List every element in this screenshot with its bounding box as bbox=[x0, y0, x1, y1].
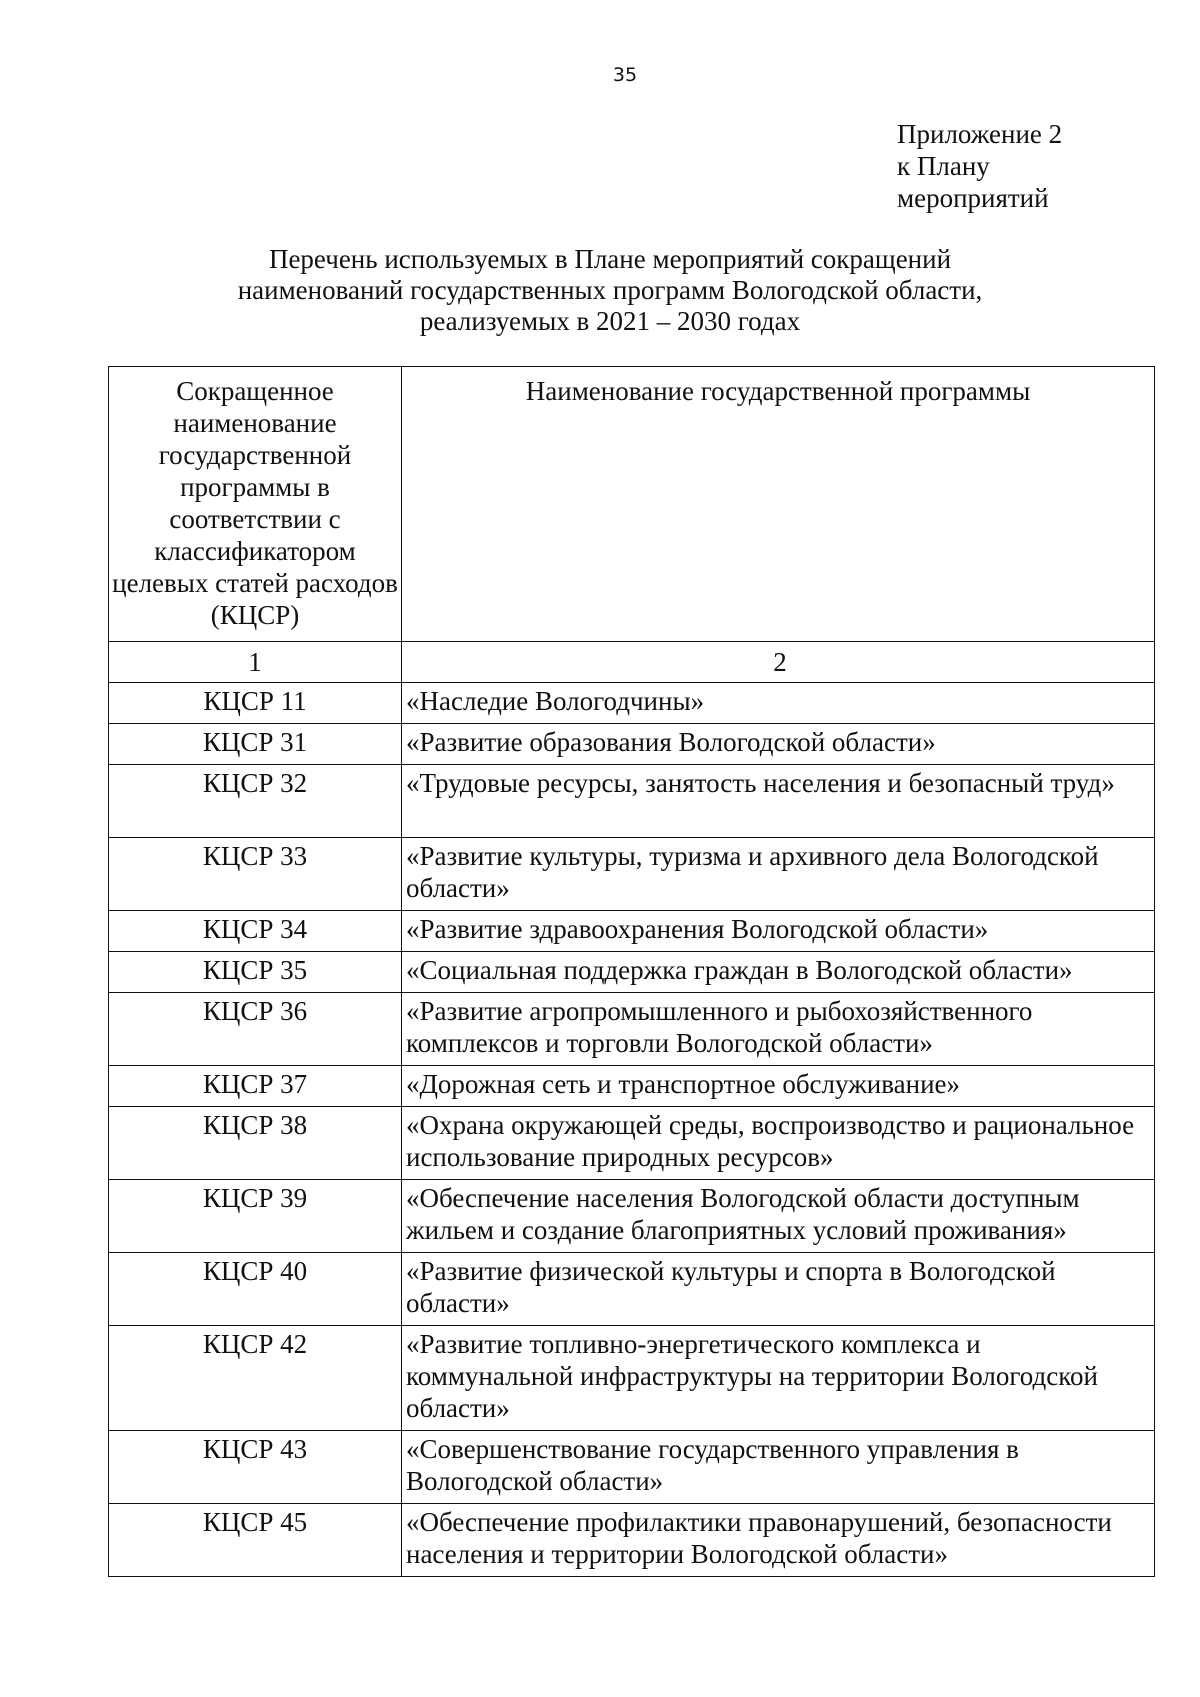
program-code: КЦСР 32 bbox=[109, 765, 402, 838]
program-name: «Развитие агропромышленного и рыбохозяйственного комплексов и торговли Вологодской области» bbox=[402, 993, 1155, 1066]
title-line-1: Перечень используемых в Плане мероприятий сокращений bbox=[268, 244, 952, 274]
appendix-line-2: к Плану bbox=[897, 151, 990, 181]
program-code: КЦСР 34 bbox=[109, 911, 402, 952]
program-name: «Дорожная сеть и транспортное обслуживание» bbox=[402, 1066, 1155, 1107]
table-row bbox=[109, 683, 1155, 724]
program-code: КЦСР 31 bbox=[109, 724, 402, 765]
table-row bbox=[109, 1253, 1155, 1326]
column-number-row bbox=[109, 642, 1155, 683]
program-code: КЦСР 43 bbox=[109, 1431, 402, 1504]
program-code: КЦСР 40 bbox=[109, 1253, 402, 1326]
program-name: «Совершенствование государственного управления в Вологодской области» bbox=[402, 1431, 1155, 1504]
table-row bbox=[109, 838, 1155, 911]
program-code: КЦСР 35 bbox=[109, 952, 402, 993]
table-row bbox=[109, 1326, 1155, 1431]
program-name: «Трудовые ресурсы, занятость населения и безопасный труд» bbox=[402, 765, 1155, 838]
table-header-row bbox=[109, 367, 1155, 642]
column-number-2: 2 bbox=[402, 642, 1155, 683]
program-name: «Развитие физической культуры и спорта в Вологодской области» bbox=[402, 1253, 1155, 1326]
table-row bbox=[109, 765, 1155, 838]
program-code: КЦСР 33 bbox=[109, 838, 402, 911]
program-name: «Развитие топливно-энергетического комплекса и коммунальной инфраструктуры на территории Вологодской области» bbox=[402, 1326, 1155, 1431]
program-code: КЦСР 42 bbox=[109, 1326, 402, 1431]
program-name: «Развитие культуры, туризма и архивного дела Вологодской области» bbox=[402, 838, 1155, 911]
table-row bbox=[109, 1504, 1155, 1577]
program-code: КЦСР 39 bbox=[109, 1180, 402, 1253]
programs-table bbox=[108, 366, 1155, 1577]
header-short-name: Сокращенное наименование государственной программы в соответствии с классификатором целевых статей расходов (КЦСР) bbox=[109, 367, 402, 642]
title-line-3: реализуемых в 2021 – 2030 годах bbox=[419, 306, 801, 336]
table-row bbox=[109, 1431, 1155, 1504]
table-row bbox=[109, 724, 1155, 765]
program-code: КЦСР 37 bbox=[109, 1066, 402, 1107]
program-code: КЦСР 36 bbox=[109, 993, 402, 1066]
program-name: «Обеспечение населения Вологодской области доступным жильем и создание благоприятных условий проживания» bbox=[402, 1180, 1155, 1253]
table-row bbox=[109, 1180, 1155, 1253]
table-row bbox=[109, 1066, 1155, 1107]
program-name: «Развитие образования Вологодской области» bbox=[402, 724, 1155, 765]
program-code: КЦСР 38 bbox=[109, 1107, 402, 1180]
table-row bbox=[109, 911, 1155, 952]
program-name: «Обеспечение профилактики правонарушений, безопасности населения и территории Вологодской области» bbox=[402, 1504, 1155, 1577]
program-name: «Социальная поддержка граждан в Вологодской области» bbox=[402, 952, 1155, 993]
program-name: «Наследие Вологодчины» bbox=[402, 683, 1155, 724]
column-number-1: 1 bbox=[109, 642, 402, 683]
program-name: «Охрана окружающей среды, воспроизводство и рациональное использование природных ресурсов» bbox=[402, 1107, 1155, 1180]
appendix-line-3: мероприятий bbox=[897, 183, 1049, 213]
document-title bbox=[160, 244, 1060, 337]
title-line-2: наименований государственных программ Вологодской области, bbox=[237, 275, 983, 305]
program-code: КЦСР 11 bbox=[109, 683, 402, 724]
header-program-name: Наименование государственной программы bbox=[402, 367, 1155, 642]
table-row bbox=[109, 1107, 1155, 1180]
program-name: «Развитие здравоохранения Вологодской области» bbox=[402, 911, 1155, 952]
page-number: 35 bbox=[612, 64, 638, 86]
table-row bbox=[109, 952, 1155, 993]
appendix-line-1: Приложение 2 bbox=[897, 119, 1063, 149]
appendix-label bbox=[897, 118, 1062, 214]
program-code: КЦСР 45 bbox=[109, 1504, 402, 1577]
table-row bbox=[109, 993, 1155, 1066]
